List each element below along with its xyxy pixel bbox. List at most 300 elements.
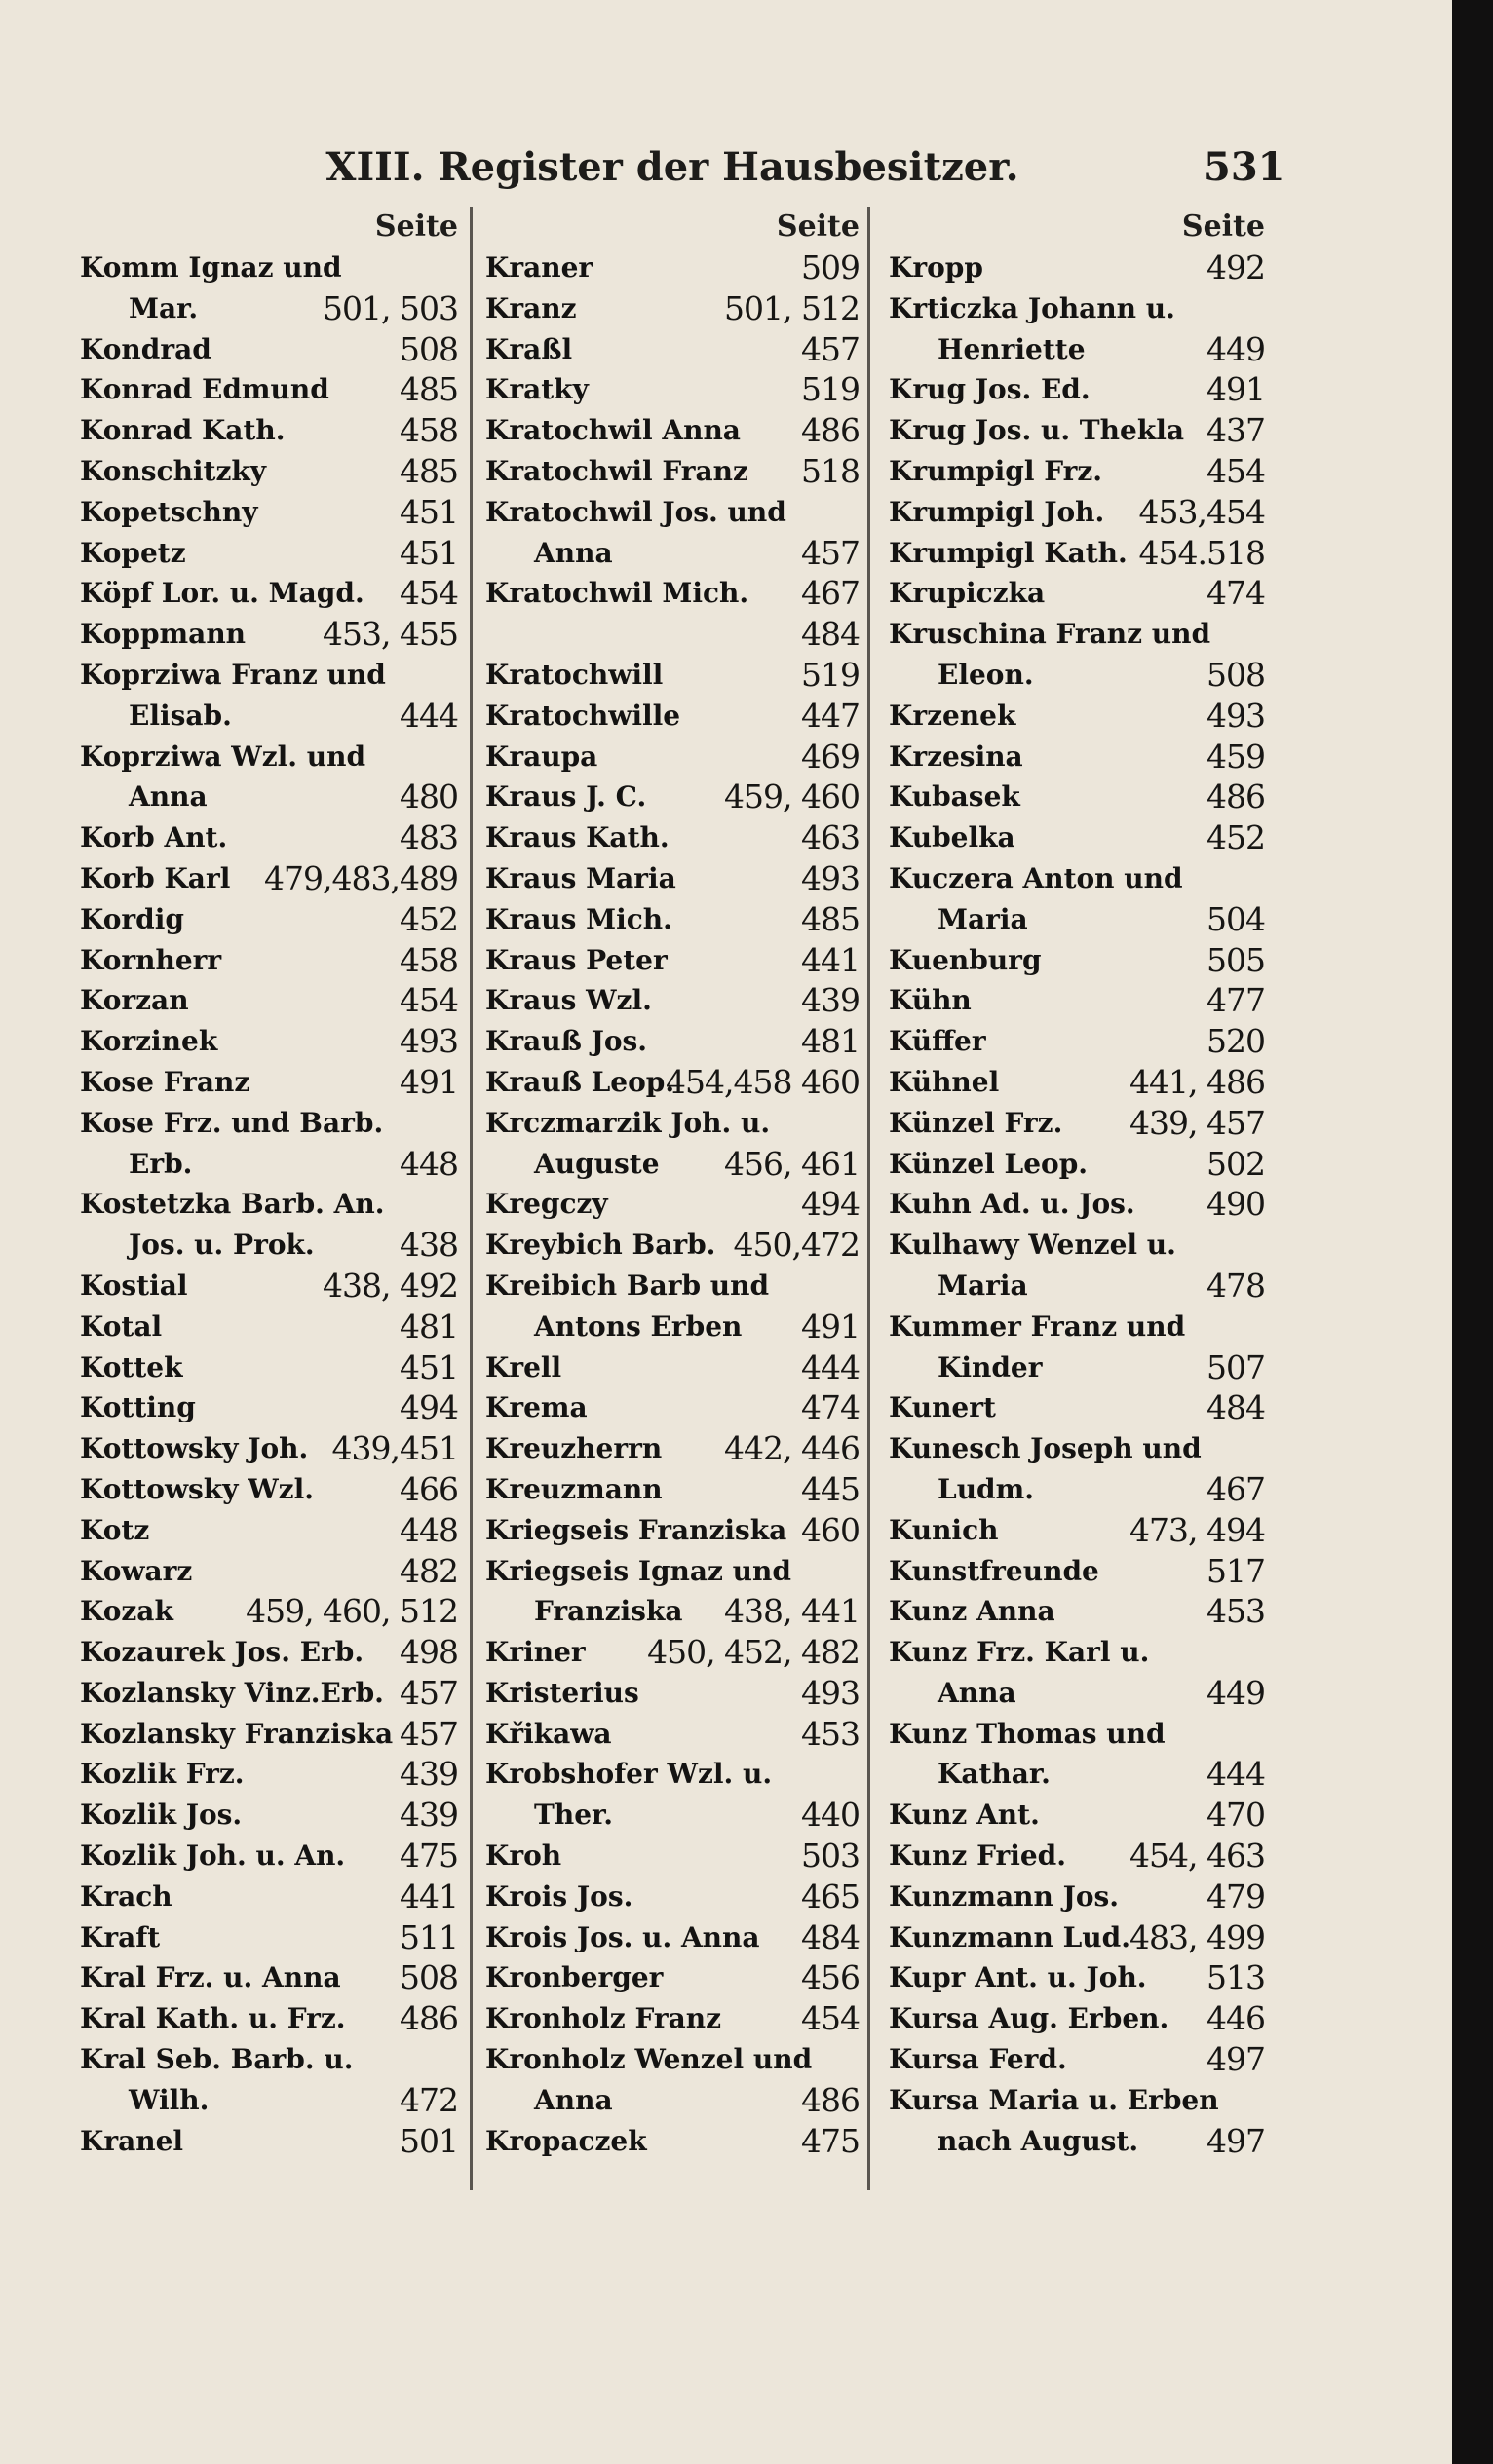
entry-pages: 520 <box>1206 1022 1265 1061</box>
entry-pages: 467 <box>801 574 860 613</box>
entry-pages: 441 <box>801 940 860 979</box>
index-entry <box>80 533 458 574</box>
index-entry <box>485 492 860 533</box>
index-entry <box>485 1021 860 1062</box>
index-entry <box>80 2121 458 2162</box>
index-entry <box>889 1428 1265 1469</box>
index-entry <box>889 737 1265 777</box>
entry-pages: 466 <box>400 1469 458 1508</box>
entry-pages: 493 <box>801 1673 860 1712</box>
entry-name: Kozlik Joh. u. An. <box>80 1839 346 1873</box>
entry-name: Kratochwil Jos. und <box>485 495 786 528</box>
index-entry <box>80 1957 458 1998</box>
entry-name: Kulhawy Wenzel u. <box>889 1229 1176 1262</box>
entry-pages: 480 <box>400 777 458 816</box>
index-entry <box>485 858 860 899</box>
entry-name: Anna <box>534 2083 613 2116</box>
entry-name: Kraupa <box>485 739 598 773</box>
entry-name: Kraus Kath. <box>485 821 670 854</box>
index-entry <box>889 777 1265 817</box>
entry-pages: 438, 492 <box>323 1266 458 1305</box>
entry-name: Jos. u. Prok. <box>129 1229 315 1262</box>
index-entry <box>80 817 458 858</box>
entry-name: Kral Frz. u. Anna <box>80 1961 341 1994</box>
index-entry <box>485 1103 860 1144</box>
entry-name: Kursa Maria u. Erben <box>889 2083 1219 2116</box>
entry-pages: 483 <box>400 818 458 857</box>
index-entry <box>80 1062 458 1103</box>
entry-name: Auguste <box>534 1147 660 1180</box>
index-entry <box>80 1876 458 1917</box>
entry-pages: 474 <box>801 1388 860 1427</box>
index-entry <box>80 1510 458 1551</box>
entry-pages: 439 <box>400 1796 458 1835</box>
entry-name: Kunesch Joseph und <box>889 1432 1202 1465</box>
index-entry <box>889 899 1265 940</box>
entry-pages: 457 <box>801 329 860 368</box>
entry-pages: 501 <box>400 2121 458 2160</box>
index-entry <box>485 1144 860 1185</box>
entry-pages: 439 <box>400 1755 458 1794</box>
entry-pages: 472 <box>400 2080 458 2119</box>
entry-pages: 494 <box>400 1388 458 1427</box>
entry-pages: 493 <box>1206 696 1265 735</box>
entry-name: Kummer Franz und <box>889 1309 1186 1343</box>
entry-name: Kottek <box>80 1350 183 1384</box>
entry-pages: 508 <box>400 329 458 368</box>
entry-name: Kronholz Wenzel und <box>485 2043 813 2076</box>
index-entry <box>485 1428 860 1469</box>
index-entry <box>485 1795 860 1836</box>
entry-pages: 509 <box>801 248 860 286</box>
index-entry <box>889 369 1265 410</box>
entry-pages: 481 <box>400 1307 458 1346</box>
index-entry <box>485 777 860 817</box>
entry-name: Kropaczek <box>485 2124 647 2157</box>
entry-pages: 456 <box>801 1958 860 1997</box>
entry-pages: 453 <box>801 1714 860 1753</box>
index-entry <box>485 1347 860 1388</box>
entry-name: Kondrad <box>80 332 211 365</box>
entry-name: Kranz <box>485 291 577 324</box>
index-column-1 <box>80 207 458 2161</box>
column-divider <box>867 207 870 2190</box>
entry-name: Krumpigl Frz. <box>889 454 1103 487</box>
index-entry <box>80 1836 458 1876</box>
entry-pages: 470 <box>1206 1796 1265 1835</box>
index-entry <box>889 1957 1265 1998</box>
entry-name: Kotal <box>80 1309 163 1343</box>
entry-name: Anna <box>534 536 613 569</box>
entry-pages: 453, 455 <box>323 615 458 654</box>
entry-pages: 457 <box>801 533 860 572</box>
index-entry <box>80 1347 458 1388</box>
index-entry <box>889 1347 1265 1388</box>
entry-name: Kostial <box>80 1269 188 1302</box>
entry-pages: 497 <box>1206 2040 1265 2079</box>
entry-name: Krug Jos. u. Thekla <box>889 414 1184 447</box>
index-entry <box>80 1428 458 1469</box>
entry-name: Kriegseis Ignaz und <box>485 1554 791 1587</box>
entry-pages: 460 <box>801 1510 860 1549</box>
index-entry <box>80 1795 458 1836</box>
index-entry <box>889 2080 1265 2121</box>
index-entry <box>80 1754 458 1795</box>
entry-pages: 498 <box>400 1633 458 1672</box>
entry-pages: 485 <box>400 451 458 490</box>
entry-name: Kunich <box>889 1513 999 1546</box>
entry-pages: 446 <box>1206 1999 1265 2038</box>
entry-pages: 458 <box>400 940 458 979</box>
entry-name: Kunz Ant. <box>889 1799 1040 1832</box>
index-entry <box>80 1266 458 1307</box>
entry-name: Kowarz <box>80 1554 193 1587</box>
entry-name: Künzel Leop. <box>889 1147 1089 1180</box>
entry-pages: 508 <box>1206 655 1265 694</box>
entry-pages: 519 <box>801 655 860 694</box>
index-entry <box>80 1307 458 1347</box>
entry-pages: 451 <box>400 1347 458 1386</box>
index-entry <box>889 1225 1265 1266</box>
entry-pages: 474 <box>1206 574 1265 613</box>
entry-pages: 478 <box>1206 1266 1265 1305</box>
entry-name: Kroh <box>485 1839 562 1873</box>
index-entry <box>80 1714 458 1755</box>
index-entry <box>485 1551 860 1592</box>
entry-name: Kunz Thomas und <box>889 1717 1166 1750</box>
entry-name: Kinder <box>938 1350 1043 1384</box>
entry-pages: 454 <box>400 574 458 613</box>
entry-name: Kraus J. C. <box>485 780 647 814</box>
page-title: XIII. Register der Hausbesitzer. <box>325 144 1019 190</box>
index-entry <box>889 1754 1265 1795</box>
index-entry <box>889 1469 1265 1510</box>
entry-name: Kühn <box>889 984 972 1017</box>
index-entry <box>485 1632 860 1673</box>
entry-name: Kranel <box>80 2124 184 2157</box>
entry-name: Kratochwil Franz <box>485 454 748 487</box>
index-entry <box>80 1917 458 1958</box>
index-entry <box>80 858 458 899</box>
entry-name: Kuenburg <box>889 943 1042 976</box>
entry-pages: 491 <box>801 1307 860 1346</box>
entry-name: Maria <box>938 902 1028 935</box>
entry-name: Korb Ant. <box>80 821 228 854</box>
index-entry <box>485 2121 860 2162</box>
entry-pages: 518 <box>801 451 860 490</box>
index-column-2 <box>485 207 860 2161</box>
index-entry <box>485 614 860 655</box>
index-entry <box>80 1551 458 1592</box>
entry-pages: 486 <box>400 1999 458 2038</box>
entry-pages: 482 <box>400 1551 458 1590</box>
index-entry <box>889 288 1265 329</box>
index-entry <box>889 1795 1265 1836</box>
index-entry <box>80 655 458 696</box>
entry-name: Konrad Edmund <box>80 373 329 406</box>
entry-name: Kropp <box>889 251 983 284</box>
entry-name: Krois Jos. <box>485 1879 633 1913</box>
entry-pages: 504 <box>1206 899 1265 938</box>
entry-name: Kral Kath. u. Frz. <box>80 2002 346 2035</box>
entry-name: Krticzka Johann u. <box>889 291 1175 324</box>
index-entry <box>485 1591 860 1632</box>
entry-name: Ludm. <box>938 1472 1034 1505</box>
entry-name: Kuczera Anton und <box>889 861 1183 894</box>
entry-name: Kottowsky Wzl. <box>80 1472 314 1505</box>
entry-name: Antons Erben <box>534 1309 743 1343</box>
index-entry <box>485 410 860 451</box>
entry-name: Krois Jos. u. Anna <box>485 1920 760 1953</box>
entry-pages: 465 <box>801 1876 860 1915</box>
entry-pages: 451 <box>400 492 458 531</box>
entry-pages: 517 <box>1206 1551 1265 1590</box>
index-entry <box>485 288 860 329</box>
seite-label: Seite <box>374 209 458 244</box>
entry-name: Křikawa <box>485 1717 612 1750</box>
index-entry <box>889 1184 1265 1225</box>
entry-pages: 479,483,489 <box>264 858 458 897</box>
entry-pages: 513 <box>1206 1958 1265 1997</box>
entry-name: Kottowsky Joh. <box>80 1432 309 1465</box>
index-entry <box>485 817 860 858</box>
index-entry <box>889 1387 1265 1428</box>
entry-pages: 511 <box>400 1917 458 1956</box>
entry-pages: 492 <box>1206 248 1265 286</box>
entry-name: Küffer <box>889 1025 986 1058</box>
entry-name: Komm Ignaz und <box>80 251 342 284</box>
entry-name: Krauß Leop. <box>485 1065 675 1098</box>
index-entry <box>80 1469 458 1510</box>
entry-pages: 484 <box>1206 1388 1265 1427</box>
page-number: 531 <box>1204 144 1285 190</box>
entry-name: Kraus Maria <box>485 861 676 894</box>
index-entry <box>80 1673 458 1714</box>
entry-name: Kuhn Ad. u. Jos. <box>889 1188 1135 1221</box>
entry-name: Koppmann <box>80 618 247 651</box>
entry-name: Kursa Aug. Erben. <box>889 2002 1169 2035</box>
entry-name: Kregczy <box>485 1188 608 1221</box>
entry-name: Krema <box>485 1391 588 1424</box>
index-entry <box>485 1998 860 2039</box>
index-entry <box>889 1917 1265 1958</box>
entry-name: Erb. <box>129 1147 193 1180</box>
entry-name: Krzenek <box>889 699 1016 732</box>
entry-name: Kunert <box>889 1391 996 1424</box>
entry-name: Kunz Frz. Karl u. <box>889 1636 1150 1669</box>
entry-pages: 442, 446 <box>724 1429 860 1468</box>
entry-name: Kursa Ferd. <box>889 2043 1067 2076</box>
entry-name: Kose Frz. und Barb. <box>80 1106 384 1139</box>
entry-name: Kraßl <box>485 332 573 365</box>
entry-name: nach August. <box>938 2124 1139 2157</box>
entry-pages: 497 <box>1206 2121 1265 2160</box>
index-entry <box>889 614 1265 655</box>
entry-name: Kristerius <box>485 1676 639 1709</box>
entry-name: Anna <box>129 780 208 814</box>
index-entry <box>80 1387 458 1428</box>
entry-name: Krug Jos. Ed. <box>889 373 1091 406</box>
entry-pages: 505 <box>1206 940 1265 979</box>
entry-pages: 441, 486 <box>1129 1062 1265 1101</box>
entry-pages: 438, 441 <box>724 1592 860 1631</box>
entry-pages: 519 <box>801 370 860 409</box>
entry-name: Krumpigl Kath. <box>889 536 1128 569</box>
entry-pages: 502 <box>1206 1144 1265 1183</box>
entry-name: Kriegseis Franziska <box>485 1513 787 1546</box>
entry-name: Elisab. <box>129 699 232 732</box>
index-entry <box>889 858 1265 899</box>
index-entry <box>485 533 860 574</box>
index-entry <box>889 1144 1265 1185</box>
entry-pages: 453,454 <box>1138 492 1265 531</box>
index-entry <box>80 247 458 288</box>
entry-name: Kronberger <box>485 1961 664 1994</box>
index-entry <box>80 1021 458 1062</box>
entry-pages: 454 <box>1206 451 1265 490</box>
entry-name: Kordig <box>80 902 184 935</box>
entry-name: Kreuzherrn <box>485 1432 663 1465</box>
entry-pages: 449 <box>1206 1673 1265 1712</box>
index-entry <box>485 1184 860 1225</box>
entry-pages: 481 <box>801 1022 860 1061</box>
entry-name: Korzan <box>80 984 189 1017</box>
index-entry <box>485 1469 860 1510</box>
entry-pages: 485 <box>400 370 458 409</box>
entry-name: Eleon. <box>938 658 1034 691</box>
entry-name: Kraner <box>485 251 593 284</box>
entry-pages: 501, 512 <box>724 288 860 327</box>
index-entry <box>80 1998 458 2039</box>
index-entry <box>80 369 458 410</box>
entry-name: Kozlik Jos. <box>80 1799 243 1832</box>
entry-pages: 457 <box>400 1714 458 1753</box>
index-entry <box>889 1876 1265 1917</box>
entry-pages: 494 <box>801 1185 860 1224</box>
entry-name: Kraus Wzl. <box>485 984 652 1017</box>
entry-pages: 448 <box>400 1144 458 1183</box>
entry-pages: 490 <box>1206 1185 1265 1224</box>
entry-name: Krauß Jos. <box>485 1025 648 1058</box>
index-entry <box>889 533 1265 574</box>
index-entry <box>889 1998 1265 2039</box>
seite-label: Seite <box>1181 209 1265 244</box>
entry-pages: 501, 503 <box>323 288 458 327</box>
entry-name: Krczmarzik Joh. u. <box>485 1106 771 1139</box>
index-entry <box>80 1591 458 1632</box>
entry-pages: 444 <box>1206 1755 1265 1794</box>
entry-name: Krach <box>80 1879 172 1913</box>
index-entry <box>889 2121 1265 2162</box>
entry-name: Kraus Mich. <box>485 902 672 935</box>
index-entry <box>485 1673 860 1714</box>
index-entry <box>889 492 1265 533</box>
entry-name: Krobshofer Wzl. u. <box>485 1758 773 1791</box>
entry-pages: 486 <box>1206 777 1265 816</box>
index-entry <box>889 1714 1265 1755</box>
entry-pages: 493 <box>400 1022 458 1061</box>
index-entry <box>485 1714 860 1755</box>
entry-pages: 484 <box>801 1917 860 1956</box>
entry-name: Kratochwille <box>485 699 681 732</box>
index-entry <box>889 1591 1265 1632</box>
entry-name: Kozlik Frz. <box>80 1758 245 1791</box>
entry-name: Kraus Peter <box>485 943 668 976</box>
entry-pages: 486 <box>801 2080 860 2119</box>
entry-pages: 475 <box>801 2121 860 2160</box>
index-entry <box>889 980 1265 1021</box>
entry-pages: 484 <box>801 615 860 654</box>
entry-pages: 493 <box>801 858 860 897</box>
index-entry <box>485 737 860 777</box>
index-entry <box>485 1225 860 1266</box>
entry-pages: 467 <box>1206 1469 1265 1508</box>
index-entry <box>889 573 1265 614</box>
index-entry <box>80 2039 458 2080</box>
index-entry <box>485 451 860 492</box>
index-entry <box>889 696 1265 737</box>
entry-name: Künzel Frz. <box>889 1106 1063 1139</box>
index-entry <box>485 1836 860 1876</box>
entry-pages: 458 <box>400 411 458 450</box>
index-entry <box>80 980 458 1021</box>
entry-name: Kratochwil Anna <box>485 414 741 447</box>
entry-pages: 444 <box>801 1347 860 1386</box>
index-entry <box>485 573 860 614</box>
entry-name: Koprziwa Wzl. und <box>80 739 366 773</box>
entry-name: Kratochwill <box>485 658 664 691</box>
entry-pages: 452 <box>1206 818 1265 857</box>
entry-name: Kose Franz <box>80 1065 250 1098</box>
entry-pages: 456, 461 <box>724 1144 860 1183</box>
entry-name: Kronholz Franz <box>485 2002 721 2035</box>
entry-pages: 477 <box>1206 981 1265 1020</box>
entry-name: Kunzmann Jos. <box>889 1879 1120 1913</box>
index-entry <box>485 2080 860 2121</box>
index-entry <box>485 1387 860 1428</box>
entry-name: Konschitzky <box>80 454 267 487</box>
entry-name: Wilh. <box>129 2083 210 2116</box>
entry-pages: 441 <box>400 1876 458 1915</box>
entry-pages: 508 <box>400 1958 458 1997</box>
index-entry <box>80 899 458 940</box>
entry-pages: 454.518 <box>1138 533 1265 572</box>
index-entry <box>80 614 458 655</box>
entry-name: Henriette <box>938 332 1086 365</box>
entry-name: Krell <box>485 1350 562 1384</box>
entry-name: Mar. <box>129 291 199 324</box>
entry-name: Kunz Anna <box>889 1595 1055 1628</box>
entry-name: Kozlansky Vinz.Erb. <box>80 1676 384 1709</box>
index-entry <box>485 655 860 696</box>
entry-name: Kraft <box>80 1920 161 1953</box>
index-entry <box>485 247 860 288</box>
entry-pages: 491 <box>1206 370 1265 409</box>
entry-pages: 475 <box>400 1837 458 1876</box>
entry-pages: 452 <box>400 899 458 938</box>
index-entry <box>485 940 860 981</box>
entry-pages: 491 <box>400 1062 458 1101</box>
index-entry <box>80 410 458 451</box>
entry-name: Maria <box>938 1269 1028 1302</box>
index-entry <box>80 573 458 614</box>
index-entry <box>485 369 860 410</box>
entry-pages: 453 <box>1206 1592 1265 1631</box>
index-entry <box>889 410 1265 451</box>
index-entry <box>80 1225 458 1266</box>
entry-name: Kruschina Franz und <box>889 618 1211 651</box>
index-entry <box>889 1510 1265 1551</box>
